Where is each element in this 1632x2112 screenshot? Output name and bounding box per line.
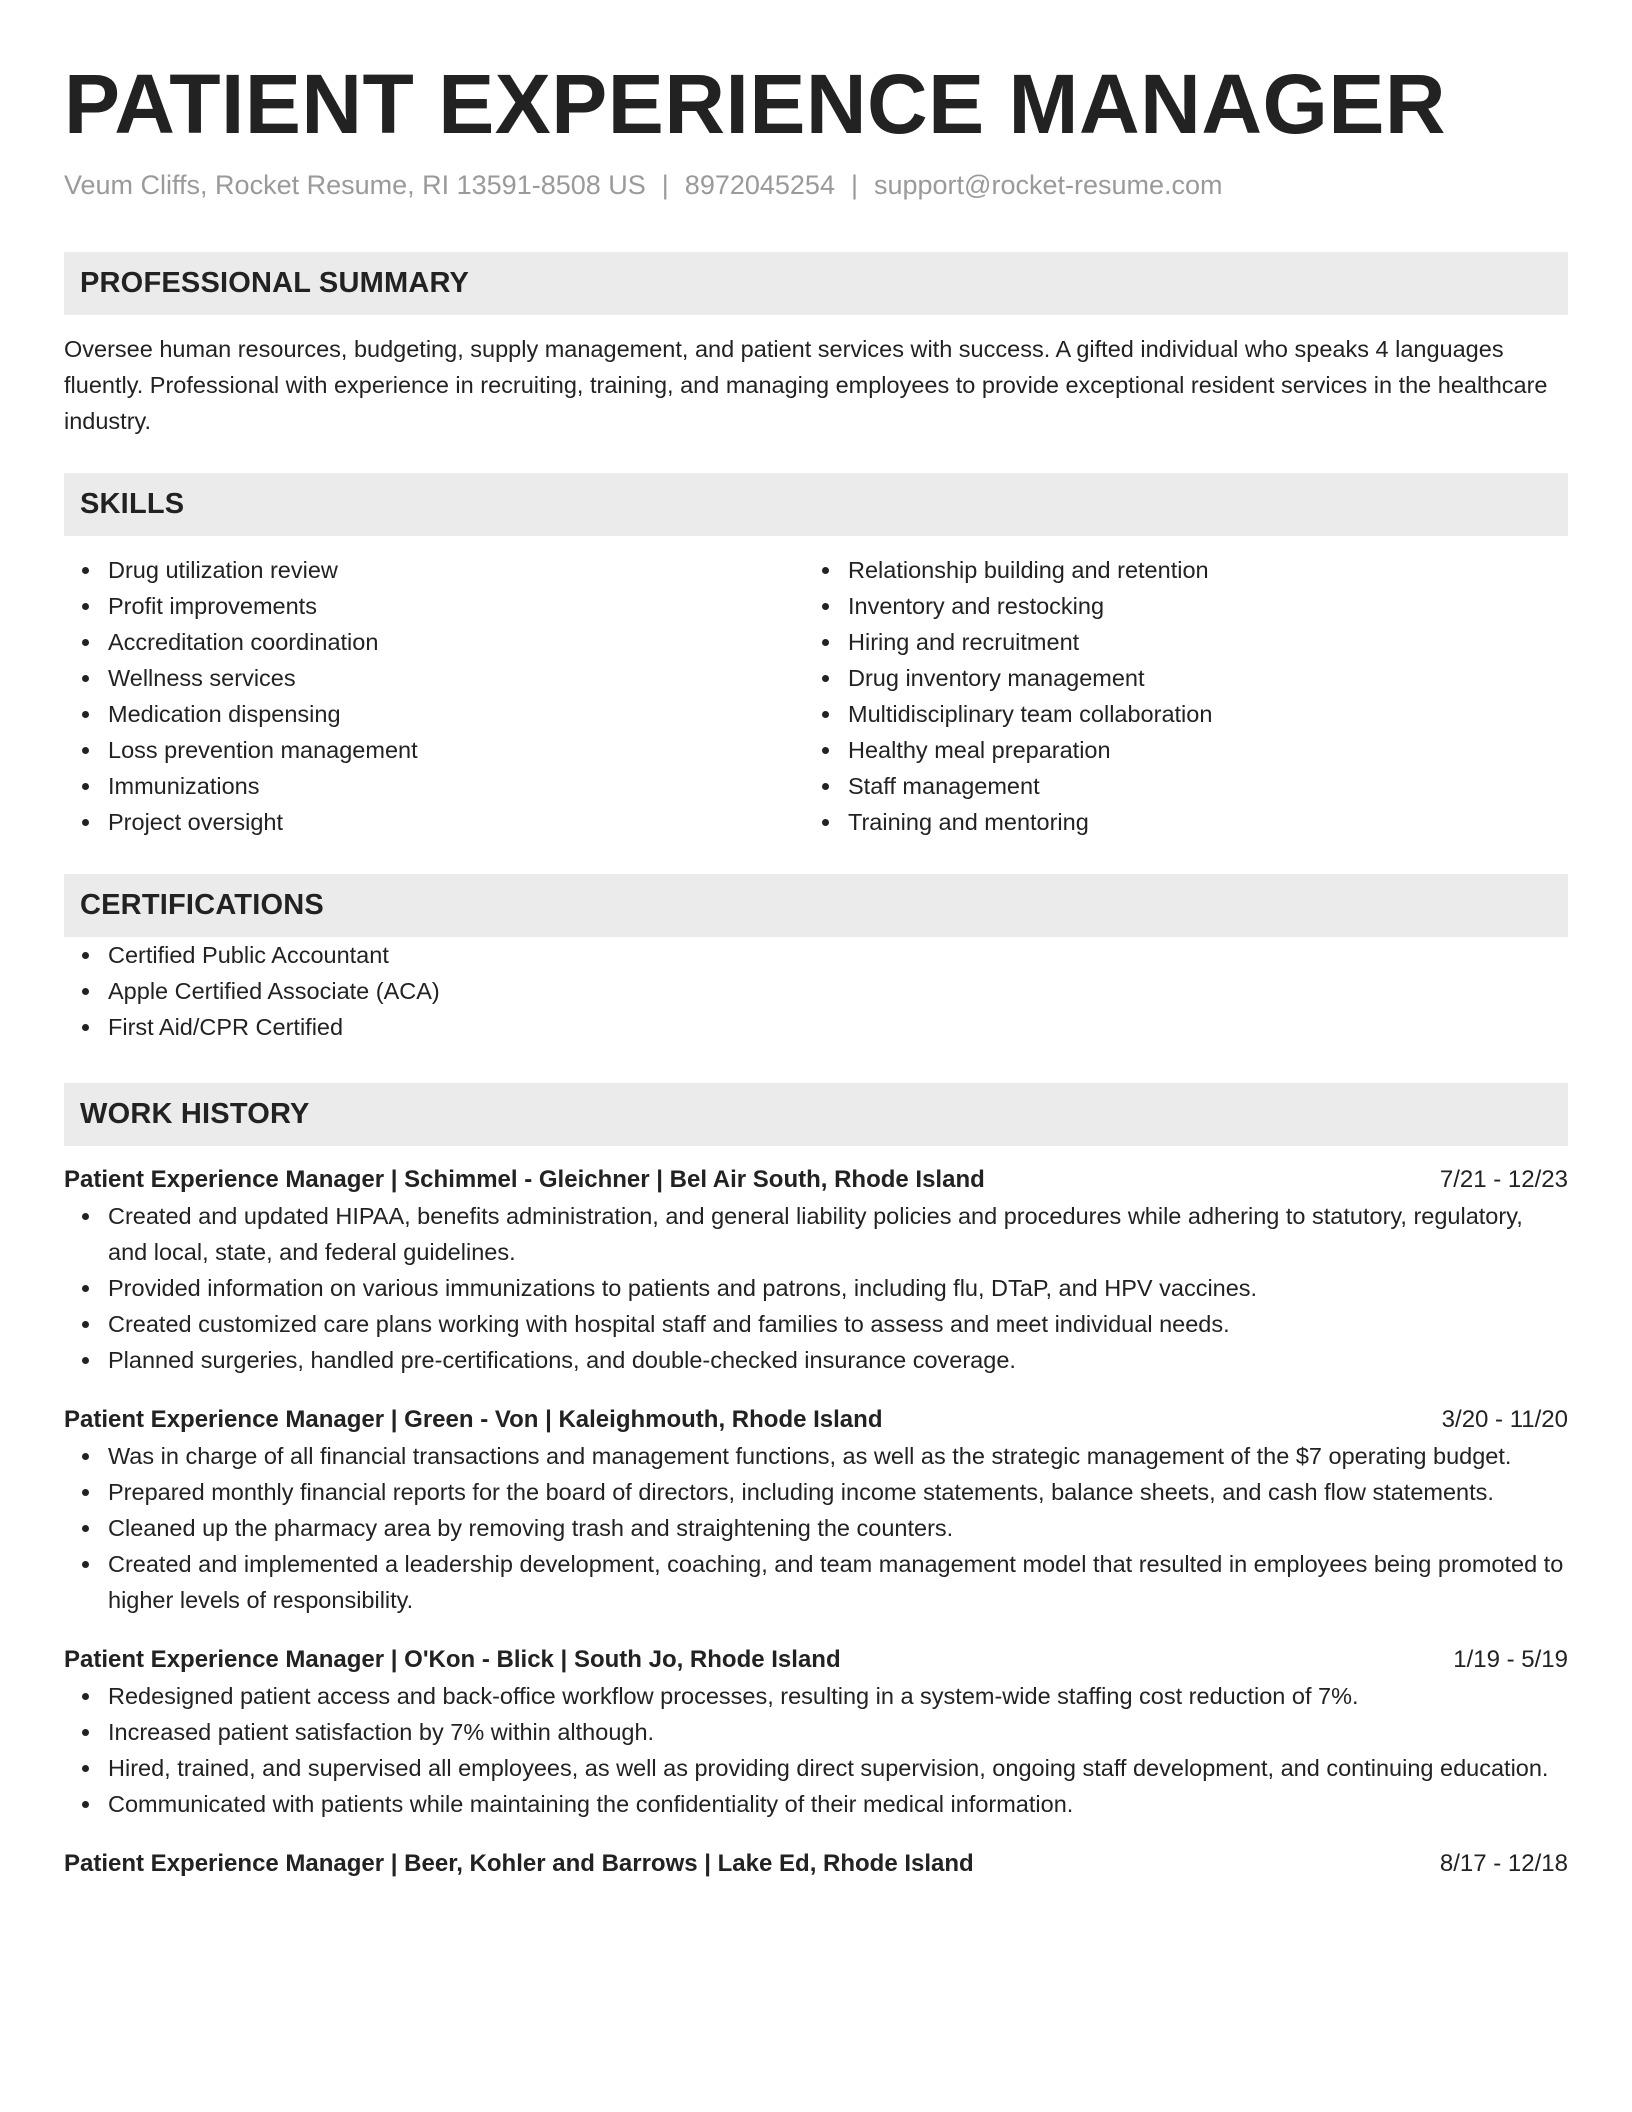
section-header-certifications: CERTIFICATIONS <box>64 874 1568 937</box>
skill-item: Loss prevention management <box>64 732 804 768</box>
job-header <box>64 1162 1568 1198</box>
job-bullet: Prepared monthly financial reports for the board of directors, including income statements, balance sheets, and cash flow statements. <box>64 1474 1568 1510</box>
job-title: Patient Experience Manager | Schimmel - Gleichner | Bel Air South, Rhode Island <box>64 1166 985 1193</box>
job-bullet: Hired, trained, and supervised all employees, as well as providing direct supervision, ongoing staff development, and continuing education. <box>64 1750 1568 1786</box>
job-bullet: Increased patient satisfaction by 7% within although. <box>64 1714 1568 1750</box>
job-dates: 8/17 - 12/18 <box>1439 1850 1568 1877</box>
contact-phone: 8972045254 <box>684 170 835 200</box>
certification-item: Certified Public Accountant <box>64 937 1568 973</box>
section-header-work-history: WORK HISTORY <box>64 1083 1568 1146</box>
skill-item: Medication dispensing <box>64 696 804 732</box>
job-entry <box>64 1402 1568 1618</box>
skill-item: Accreditation coordination <box>64 624 804 660</box>
job-header <box>64 1402 1568 1438</box>
skill-item: Multidisciplinary team collaboration <box>804 696 1544 732</box>
job-bullets <box>64 1678 1568 1822</box>
job-dates: 3/20 - 11/20 <box>1441 1406 1568 1433</box>
skill-item: Drug utilization review <box>64 552 804 588</box>
candidate-title: PATIENT EXPERIENCE MANAGER <box>64 57 1447 151</box>
skill-item: Drug inventory management <box>804 660 1544 696</box>
contact-email: support@rocket-resume.com <box>873 170 1223 200</box>
certification-item: First Aid/CPR Certified <box>64 1009 1568 1045</box>
job-header <box>64 1642 1568 1678</box>
skill-item: Wellness services <box>64 660 804 696</box>
job-bullets <box>64 1438 1568 1618</box>
skill-item: Hiring and recruitment <box>804 624 1544 660</box>
skill-item: Training and mentoring <box>804 804 1544 840</box>
job-title: Patient Experience Manager | O'Kon - Blick | South Jo, Rhode Island <box>64 1646 841 1673</box>
job-title: Patient Experience Manager | Beer, Kohler and Barrows | Lake Ed, Rhode Island <box>64 1850 974 1877</box>
contact-separator: | <box>661 170 669 200</box>
job-header <box>64 1846 1568 1882</box>
job-entry <box>64 1642 1568 1822</box>
job-dates: 7/21 - 12/23 <box>1439 1166 1568 1193</box>
section-header-summary: PROFESSIONAL SUMMARY <box>64 252 1568 315</box>
section-header-skills: SKILLS <box>64 473 1568 536</box>
job-dates: 1/19 - 5/19 <box>1453 1646 1568 1673</box>
job-bullet: Planned surgeries, handled pre-certifications, and double-checked insurance coverage. <box>64 1342 1568 1378</box>
contact-address: Veum Cliffs, Rocket Resume, RI 13591-8508 US <box>64 170 646 200</box>
skill-item: Healthy meal preparation <box>804 732 1544 768</box>
job-entry <box>64 1846 1568 1882</box>
job-bullet: Redesigned patient access and back-office workflow processes, resulting in a system-wide staffing cost reduction of 7%. <box>64 1678 1568 1714</box>
skills-column-right <box>804 552 1544 840</box>
skill-item: Staff management <box>804 768 1544 804</box>
contact-separator: | <box>850 170 858 200</box>
skill-item: Profit improvements <box>64 588 804 624</box>
job-bullet: Created customized care plans working with hospital staff and families to assess and meet individual needs. <box>64 1306 1568 1342</box>
skill-item: Inventory and restocking <box>804 588 1544 624</box>
certification-item: Apple Certified Associate (ACA) <box>64 973 1568 1009</box>
job-entry <box>64 1162 1568 1378</box>
job-bullets <box>64 1198 1568 1378</box>
job-bullet: Communicated with patients while maintaining the confidentiality of their medical information. <box>64 1786 1568 1822</box>
job-bullet: Cleaned up the pharmacy area by removing trash and straightening the counters. <box>64 1510 1568 1546</box>
skill-item: Immunizations <box>64 768 804 804</box>
job-title: Patient Experience Manager | Green - Von | Kaleighmouth, Rhode Island <box>64 1406 883 1433</box>
contact-line <box>64 168 1568 202</box>
job-bullet: Was in charge of all financial transactions and management functions, as well as the strategic management of the $7 operating budget. <box>64 1438 1568 1474</box>
job-bullet: Created and updated HIPAA, benefits administration, and general liability policies and procedures while adhering to statutory, regulatory, and local, state, and federal guidelines. <box>64 1198 1568 1270</box>
skill-item: Relationship building and retention <box>804 552 1544 588</box>
certifications-list <box>64 937 1568 1045</box>
summary-text: Oversee human resources, budgeting, supply management, and patient services with success. A gifted individual who speaks 4 languages fluently. Professional with experience in recruiting, training, and managing employees to provide exceptional resident services in the healthcare industry. <box>64 336 1548 434</box>
skills-column-left <box>64 552 804 840</box>
job-bullet: Created and implemented a leadership development, coaching, and team management model that resulted in employees being promoted to higher levels of responsibility. <box>64 1546 1568 1618</box>
skill-item: Project oversight <box>64 804 804 840</box>
skills-grid <box>64 552 1568 840</box>
job-bullet: Provided information on various immunizations to patients and patrons, including flu, DTaP, and HPV vaccines. <box>64 1270 1568 1306</box>
